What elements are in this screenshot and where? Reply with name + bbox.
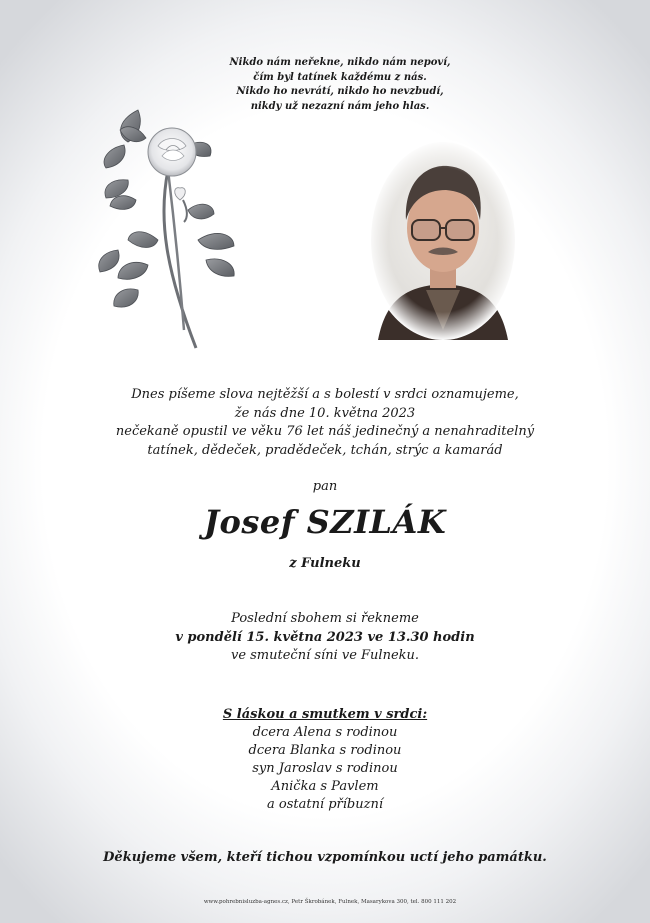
thanks-line: Děkujeme všem, kteří tichou vzpomínkou uctí jeho památku. xyxy=(103,850,547,865)
mourner-item: dcera Blanka s rodinou xyxy=(248,743,402,758)
poem-line: Nikdo nám neřekne, nikdo nám nepoví, xyxy=(229,57,451,68)
farewell-place: ve smuteční síni ve Fulneku. xyxy=(230,648,420,663)
farewell-line: Poslední sbohem si řekneme xyxy=(231,611,419,626)
footer-contact: www.pohrebnisluzba-agnes.cz, Petr Škrobánek, Fulnek, Masarykova 300, tel. 800 111 202 xyxy=(203,899,457,905)
mourners-heading: S láskou a smutkem v srdci: xyxy=(222,707,428,722)
portrait-photo xyxy=(368,140,518,340)
announcement-line: Dnes píšeme slova nejtěžší a s bolestí v srdci oznamujeme, xyxy=(131,387,519,402)
farewell-info xyxy=(80,610,570,666)
mourner-item: syn Jaroslav s rodinou xyxy=(252,761,398,776)
origin: z Fulneku xyxy=(289,556,361,571)
poem-line: čím byl tatínek každému z nás. xyxy=(253,71,427,83)
deceased-name: Josef SZILÁK xyxy=(203,503,447,541)
rose-bloom-icon xyxy=(148,128,196,176)
announcement xyxy=(80,386,570,460)
mourner-item: a ostatní příbuzní xyxy=(266,797,383,812)
farewell-date: v pondělí 15. května 2023 ve 13.30 hodin xyxy=(175,629,475,645)
mourner-item: dcera Alena s rodinou xyxy=(252,725,398,740)
announcement-line: nečekaně opustil ve věku 76 let náš jedinečný a nenahraditelný xyxy=(115,424,535,439)
mourner-item: Anička s Pavlem xyxy=(271,779,379,794)
poem-line: Nikdo ho nevrátí, nikdo ho nevzbudí, xyxy=(236,86,444,97)
announcement-line: že nás dne 10. května 2023 xyxy=(234,405,416,421)
announcement-line: tatínek, dědeček, pradědeček, tchán, strýc a kamarád xyxy=(147,442,503,458)
salutation: pan xyxy=(312,479,338,494)
mourners xyxy=(80,706,570,814)
rose-illustration xyxy=(88,90,248,360)
poem-line: nikdy už nezazní nám jeho hlas. xyxy=(250,100,430,112)
